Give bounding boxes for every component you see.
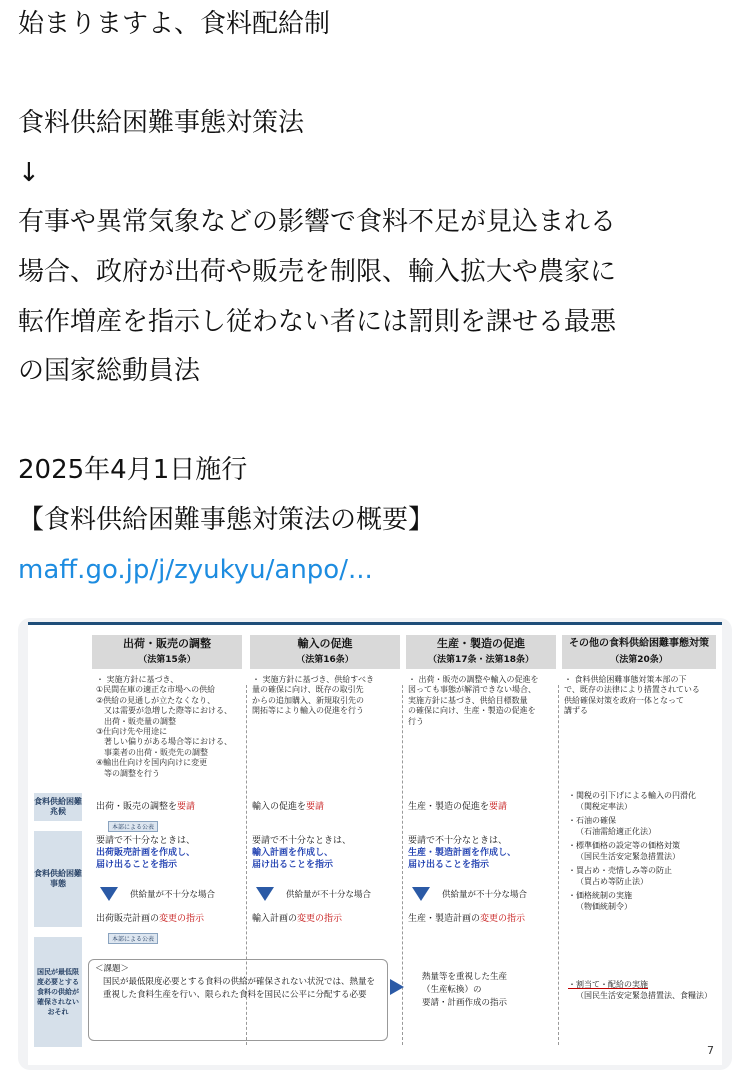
desc-line: で、既存の法律により措置されている (564, 685, 700, 695)
measure-law: （石油需給適正化法） (576, 826, 656, 836)
cell-text: （生産転換）の (422, 985, 482, 995)
desc-line: 出荷・販売量の調整 (96, 716, 176, 726)
desc-line: 供給確保対策を政府一体となって (564, 695, 684, 705)
other-measures (568, 791, 718, 912)
desc-line: からの追加購入、新規取引先の (252, 695, 364, 705)
column-title: 出荷・販売の調整 (123, 637, 211, 650)
row-label-crisis: 国民が最低限度必要とする食料の供給が確保されないおそれ (34, 937, 82, 1047)
cell-highlight: 届け出ることを指示 (96, 860, 178, 870)
instruction-import (252, 835, 351, 871)
change-production (408, 913, 525, 925)
slide (28, 622, 722, 1065)
cell-highlight: 届け出ることを指示 (252, 860, 334, 870)
desc-line: ・ 食料供給困難事態対策本部の下 (564, 675, 687, 684)
measure-law: （買占め等防止法） (576, 876, 648, 886)
down-arrow-icon (100, 887, 118, 901)
measure-law: （物価統制令） (576, 901, 632, 911)
shortage-note: 供給量が不十分な場合 (286, 890, 372, 900)
request-import (252, 801, 324, 813)
measure-item: ・価格統制の実施 (568, 891, 632, 900)
shortage-note: 供給量が不十分な場合 (442, 890, 528, 900)
change-shipping (96, 913, 204, 925)
measure-law: （関税定率法） (576, 801, 632, 811)
cell-text: 輸入の促進を (252, 802, 307, 812)
post-line: 食料供給困難事態対策法 (18, 108, 305, 139)
post-text (18, 0, 732, 595)
page-number: 7 (707, 1044, 714, 1057)
column-law: （法第16条） (296, 655, 354, 665)
cell-highlight: 出荷販売計画を作成し、 (96, 848, 196, 858)
divider (558, 685, 559, 1045)
desc-line: 講ずる (564, 706, 588, 716)
column-law: （法第17条・法第18条） (427, 655, 535, 665)
cell-highlight: 要請 (306, 802, 325, 812)
cell-text: 輸入計画の (252, 914, 298, 924)
attached-image-card[interactable] (18, 618, 732, 1070)
measure-law: （国民生活安定緊急措置法） (576, 851, 680, 861)
desc-line: 行う (408, 716, 424, 726)
publication-tag: 本部による公表 (108, 821, 158, 832)
cell-text: 生産・製造計画の (408, 914, 481, 924)
cell-highlight: 変更の指示 (480, 914, 526, 924)
request-production (408, 801, 507, 813)
cell-text: 生産・製造の促進を (408, 802, 490, 812)
cell-highlight: 生産・製造計画を作成し、 (408, 848, 517, 858)
issue-box (88, 959, 388, 1041)
right-arrow-icon (390, 979, 404, 995)
desc-line: 事業者の出荷・販売先の調整 (96, 747, 208, 757)
column-header-other (562, 635, 716, 669)
row-label-situation: 食料供給困難事態 (34, 831, 82, 927)
publication-tag: 本部による公表 (108, 933, 158, 944)
post-line: の国家総動員法 (18, 356, 201, 387)
post-line: 始まりますよ、食料配給制 (18, 9, 331, 39)
cell-text: 要請で不十分なときは、 (96, 836, 196, 846)
column-law: （法第20条） (610, 655, 668, 665)
post-line: 場合、政府が出荷や販売を制限、輸入拡大や農家に (18, 256, 617, 287)
measure-law: （国民生活安定緊急措置法、食糧法） (576, 991, 712, 1000)
measure-item: ・関税の引下げによる輸入の円滑化 (568, 791, 696, 800)
desc-import (252, 675, 400, 717)
desc-line: 開拓等により輸入の促進を行う (252, 706, 364, 716)
post-link[interactable]: maff.go.jp/j/zyukyu/anpo/... (18, 554, 373, 585)
measure-item: ・標準価格の設定等の価格対策 (568, 841, 680, 850)
energy-production (422, 971, 507, 1010)
column-header-production (406, 635, 556, 669)
measure-item: ・割当て・配給の実施 (568, 980, 648, 989)
desc-other (564, 675, 716, 717)
cell-text: 要請・計画作成の指示 (422, 998, 508, 1008)
cell-highlight: 要請 (489, 802, 508, 812)
column-title: 生産・製造の促進 (437, 637, 525, 650)
down-arrow-icon (412, 887, 430, 901)
cell-highlight: 要請 (177, 802, 196, 812)
desc-line: ・ 実施方針に基づき、 (96, 675, 179, 684)
rationing (568, 979, 718, 1001)
desc-line: ④輸出仕向けを国内向けに変更 (96, 758, 208, 768)
cell-text: 要請で不十分なときは、 (252, 836, 352, 846)
desc-line: ③仕向け先や用途に (96, 727, 168, 737)
down-arrow-icon (256, 887, 274, 901)
desc-production (408, 675, 556, 727)
column-header-import (250, 635, 400, 669)
cell-text: 要請で不十分なときは、 (408, 836, 508, 846)
request-shipping (96, 801, 195, 813)
change-import (252, 913, 342, 925)
desc-line: 又は需要が急増した際等における、 (96, 706, 232, 716)
cell-text: 出荷販売計画の (96, 914, 160, 924)
desc-line: ②供給の見通しが立たなくなり、 (96, 695, 216, 705)
post-line: 2025年4月1日施行 (18, 455, 248, 486)
desc-line: 図っても事態が解消できない場合、 (408, 685, 536, 695)
desc-line: 著しい偏りがある場合等における、 (96, 737, 232, 747)
instruction-production (408, 835, 516, 871)
desc-line: 実施方針に基づき、供給目標数量 (408, 695, 528, 705)
desc-line: 等の調整を行う (96, 768, 160, 778)
post-line: 【食料供給困難事態対策法の概要】 (18, 504, 435, 535)
cell-highlight: 変更の指示 (159, 914, 205, 924)
measure-item: ・買占め・売惜しみ等の防止 (568, 866, 672, 875)
cell-highlight: 変更の指示 (297, 914, 343, 924)
desc-line: 量の確保に向け、既存の取引先 (252, 685, 364, 695)
column-title: その他の食料供給困難事態対策 (569, 638, 709, 649)
post-line: 有事や異常気象などの影響で食料不足が見込まれる (18, 207, 617, 238)
cell-highlight: 輸入計画を作成し、 (252, 848, 334, 858)
column-title: 輸入の促進 (297, 637, 353, 650)
desc-line: ①民間在庫の適正な市場への供給 (96, 685, 216, 695)
shortage-note: 供給量が不十分な場合 (130, 890, 216, 900)
post-line: 転作増産を指示し従わない者には罰則を課せる最悪 (18, 306, 617, 337)
cell-text: 熱量等を重視した生産 (422, 972, 508, 982)
instruction-shipping (96, 835, 195, 871)
issue-body: 国民が最低限度必要とする食料の供給が確保されない状況では、熱量を重視した食料生産を行い、限られた食料を国民に公平に分配する必要 (103, 977, 376, 1000)
issue-title: ＜課題＞ (95, 964, 130, 974)
desc-line: ・ 実施方針に基づき、供給すべき (252, 675, 375, 684)
post-line: ↓ (18, 157, 40, 188)
desc-line: ・ 出荷・販売の調整や輸入の促進を (408, 675, 539, 684)
column-header-shipping (92, 635, 242, 669)
desc-shipping (96, 675, 244, 779)
measure-item: ・石油の確保 (568, 816, 616, 825)
desc-line: の確保に向け、生産・製造の促進を (408, 706, 536, 716)
column-law: （法第15条） (138, 655, 196, 665)
row-label-signs: 食料供給困難兆候 (34, 793, 82, 821)
cell-highlight: 届け出ることを指示 (408, 860, 490, 870)
cell-text: 出荷・販売の調整を (96, 802, 178, 812)
